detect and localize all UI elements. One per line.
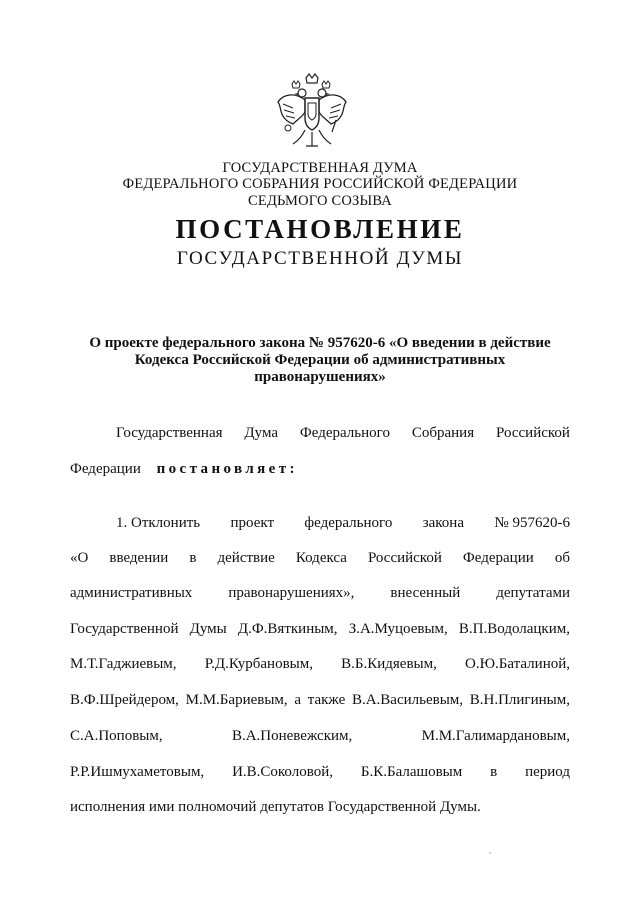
paragraph2-line5 xyxy=(70,655,570,673)
word: Кодекса xyxy=(295,550,347,566)
word: а xyxy=(294,692,302,708)
paragraph1-line1 xyxy=(116,424,570,442)
deputy-name: М.М.Бариевым, xyxy=(185,692,288,708)
subject-line3: правонарушениях» xyxy=(254,369,386,385)
deputy-name: В.Н.Плигиным, xyxy=(469,692,570,708)
word: Государственной xyxy=(70,621,179,637)
paragraph2-line7 xyxy=(70,727,570,745)
paragraph2-line4 xyxy=(70,620,570,638)
word: административных xyxy=(70,585,193,601)
paragraph2-line3 xyxy=(70,584,570,602)
decree-word: постановляет: xyxy=(156,461,298,477)
word: депутатами xyxy=(496,585,570,601)
paragraph1-line2 xyxy=(70,460,570,478)
deputy-name: В.П.Водолацким, xyxy=(458,621,570,637)
deputy-name: Д.Ф.Вяткиным, xyxy=(237,621,338,637)
subject-line1: О проекте федерального закона № 957620-6 «О введении в действие xyxy=(89,335,551,351)
paragraph2-line8 xyxy=(70,763,570,781)
document-title: ПОСТАНОВЛЕНИЕ xyxy=(175,214,465,244)
deputy-name: М.Т.Гаджиевым, xyxy=(70,656,177,672)
word: проект xyxy=(230,515,275,531)
paragraph2-line2 xyxy=(70,549,570,567)
word: введении xyxy=(109,550,169,566)
word: Федерации xyxy=(462,550,534,566)
word: Российской xyxy=(496,425,570,441)
deputy-name: Р.Р.Ишмухаметовым, xyxy=(70,764,205,780)
deputy-name: Р.Д.Курбановым, xyxy=(204,656,313,672)
deputy-name: О.Ю.Баталиной, xyxy=(465,656,570,672)
deputy-name: В.Б.Кидяевым, xyxy=(341,656,437,672)
word: Дума xyxy=(244,425,279,441)
deputy-name: В.А.Васильевым, xyxy=(351,692,464,708)
word: внесенный xyxy=(390,585,461,601)
word: Собрания xyxy=(411,425,475,441)
org-name-line1: ГОСУДАРСТВЕННАЯ ДУМА xyxy=(222,160,418,176)
subject-line2: Кодекса Российской Федерации об административных xyxy=(134,352,506,368)
word: Государственная xyxy=(116,425,223,441)
deputy-name: Б.К.Балашовым xyxy=(360,764,463,780)
word: закона xyxy=(422,515,464,531)
word: «О xyxy=(70,550,89,566)
deputy-name: З.А.Муцоевым, xyxy=(348,621,448,637)
coat-of-arms-icon xyxy=(275,72,349,150)
word: 1. Отклонить xyxy=(116,515,201,531)
word: в xyxy=(189,550,197,566)
word: Российской xyxy=(367,550,442,566)
document-subtitle: ГОСУДАРСТВЕННОЙ ДУМЫ xyxy=(176,248,464,269)
word: Федерации xyxy=(70,461,141,477)
word: федерального xyxy=(304,515,393,531)
deputy-name: В.А.Поневежским, xyxy=(231,728,353,744)
word: в xyxy=(490,764,498,780)
word: Федерального xyxy=(299,425,390,441)
scan-speck xyxy=(489,852,491,854)
paragraph2-line9: исполнения ими полномочий депутатов Государственной Думы. xyxy=(70,799,481,815)
word: Думы xyxy=(189,621,227,637)
org-name-line2: ФЕДЕРАЛЬНОГО СОБРАНИЯ РОССИЙСКОЙ ФЕДЕРАЦИИ xyxy=(122,176,518,192)
deputy-name: И.В.Соколовой, xyxy=(232,764,333,780)
deputy-name: В.Ф.Шрейдером, xyxy=(70,692,179,708)
paragraph2-line1 xyxy=(116,514,570,532)
deputy-name: С.А.Поповым, xyxy=(70,728,163,744)
word: также xyxy=(307,692,346,708)
word: период xyxy=(525,764,570,780)
word: об xyxy=(554,550,570,566)
bill-number: № 957620-6 xyxy=(494,515,570,531)
word: действие xyxy=(217,550,275,566)
word: правонарушениях», xyxy=(228,585,355,601)
deputy-name: М.М.Галимардановым, xyxy=(421,728,570,744)
convocation-line: СЕДЬМОГО СОЗЫВА xyxy=(248,193,392,209)
document-subject xyxy=(60,335,580,386)
paragraph2-line6 xyxy=(70,691,570,709)
